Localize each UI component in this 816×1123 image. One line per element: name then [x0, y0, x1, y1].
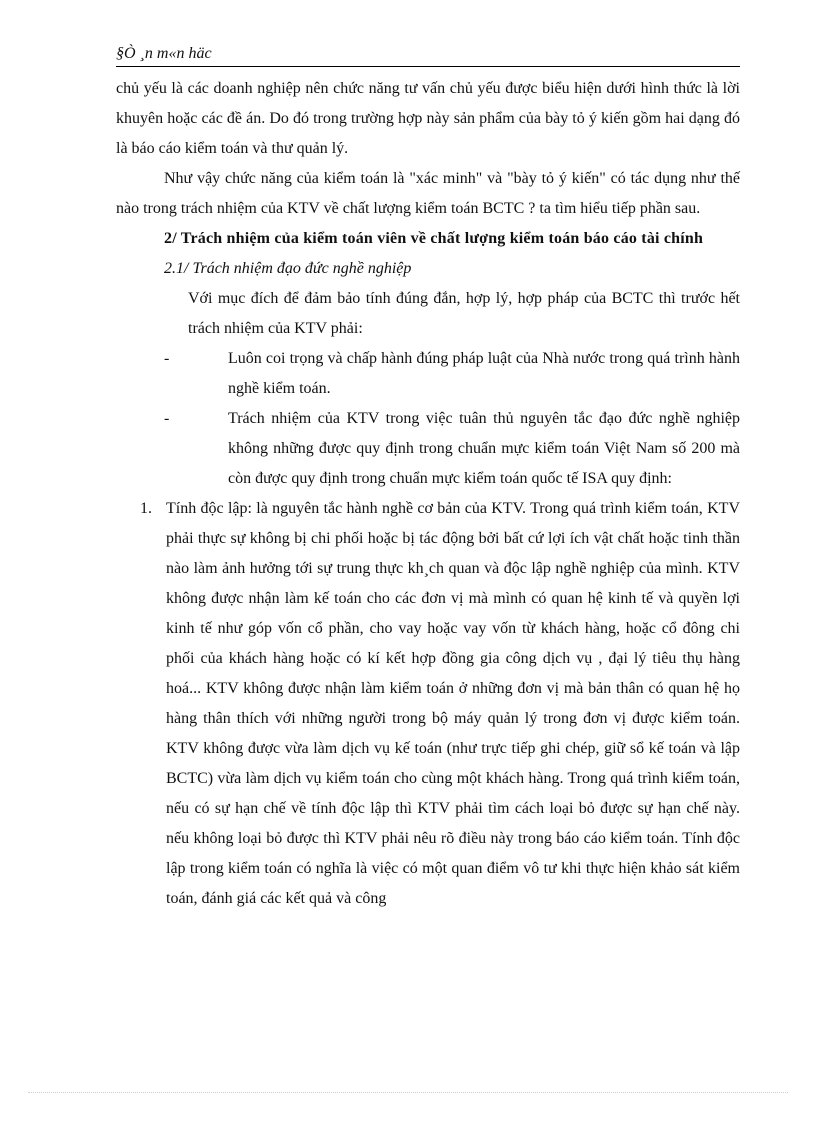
- page-bottom-divider: [28, 1092, 788, 1093]
- document-body: [116, 74, 740, 914]
- numbered-item-text: Tính độc lập: là nguyên tắc hành nghề cơ bản của KTV. Trong quá trình kiểm toán, KTV phải thực sự không bị chi phối hoặc bị tác động bởi bất cứ lợi ích vật chất hoặc tinh thần nào làm ảnh hưởng tới sự trung thực kh¸ch quan và độc lập nghề nghiệp của mình. KTV không được nhận làm kế toán cho các đơn vị mà mình có quan hệ kinh tế và quyền lợi kinh tế như góp vốn cổ phần, cho vay hoặc vay vốn từ khách hàng, hoặc cổ đông chi phối của khách hàng hoặc có kí kết hợp đồng gia công dịch vụ , đại lý tiêu thụ hàng hoá... KTV không được nhận làm kiểm toán ở những đơn vị mà bản thân có quan hệ họ hàng thân thích với những người trong bộ máy quản lý trong đơn vị được kiểm toán. KTV không được vừa làm dịch vụ kế toán (như trực tiếp ghi chép, giữ sổ kế toán và lập BCTC) vừa làm dịch vụ kiểm toán cho cùng một khách hàng. Trong quá trình kiểm toán, nếu có sự hạn chế về tính độc lập thì KTV phải tìm cách loại bỏ được sự hạn chế này. nếu không loại bỏ được thì KTV phải nêu rõ điều này trong báo cáo kiểm toán. Tính độc lập trong kiểm toán có nghĩa là việc có một quan điểm vô tư khi thực hiện khảo sát kiểm toán, đánh giá các kết quả và công: [166, 500, 740, 907]
- numbered-marker: 1.: [140, 500, 152, 517]
- list-item: [116, 344, 740, 404]
- section-heading-2: 2/ Trách nhiệm của kiểm toán viên về chất lượng kiểm toán báo cáo tài chính: [164, 230, 704, 247]
- list-item-text: Trách nhiệm của KTV trong việc tuân thủ nguyên tắc đạo đức nghề nghiệp không những được quy định trong chuẩn mực kiểm toán Việt Nam số 200 mà còn được quy định trong chuẩn mực kiểm toán quốc tế ISA quy định:: [228, 410, 740, 487]
- list-item: [116, 404, 740, 494]
- intro-paragraph: Với mục đích để đảm bảo tính đúng đắn, hợp lý, hợp pháp của BCTC thì trước hết trách nhiệm của KTV phải:: [188, 290, 740, 337]
- subsection-heading-2-1: 2.1/ Trách nhiệm đạo đức nghề nghiệp: [164, 260, 412, 277]
- list-bullet: -: [164, 350, 170, 367]
- list-item-text: Luôn coi trọng và chấp hành đúng pháp luật của Nhà nước trong quá trình hành nghề kiểm toán.: [228, 350, 740, 397]
- page-header: [116, 44, 740, 67]
- header-title: §Ò ¸n m«n häc: [116, 45, 212, 62]
- list-bullet: -: [164, 410, 170, 427]
- paragraph-1: chủ yếu là các doanh nghiệp nên chức năng tư vấn chủ yếu được biểu hiện dưới hình thức là lời khuyên hoặc các đề án. Do đó trong trường hợp này sản phẩm của bày tỏ ý kiến gồm hai dạng đó là báo cáo kiểm toán và thư quản lý.: [116, 80, 740, 157]
- paragraph-2: Như vậy chức năng của kiểm toán là "xác minh" và "bày tỏ ý kiến" có tác dụng như thế nào trong trách nhiệm của KTV về chất lượng kiểm toán BCTC ? ta tìm hiểu tiếp phần sau.: [116, 170, 740, 217]
- numbered-item: [116, 494, 740, 914]
